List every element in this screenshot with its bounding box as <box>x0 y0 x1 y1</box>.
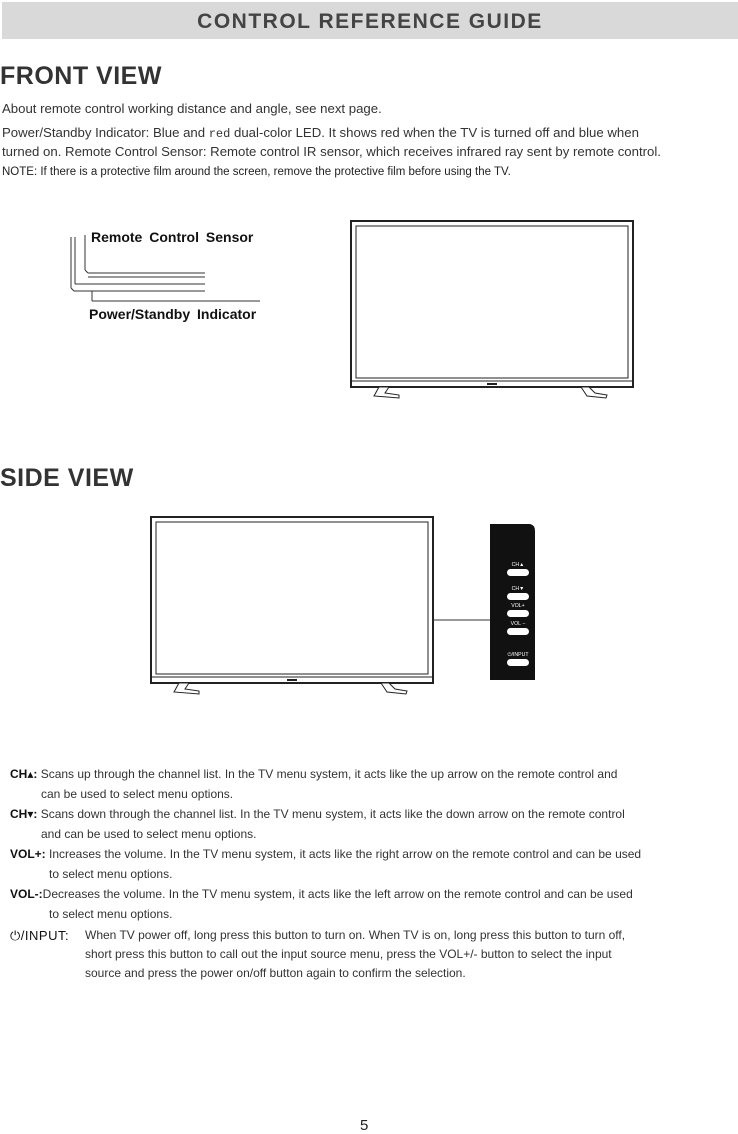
panel-button-1[interactable] <box>507 593 529 600</box>
side-view-title: SIDE VIEW <box>0 464 134 492</box>
front-view-title: FRONT VIEW <box>0 62 162 90</box>
callout-remote-sensor: Remote Control Sensor <box>91 229 254 245</box>
desc-vol-down-key: VOL-: <box>10 887 43 901</box>
panel-label-3: VOL − <box>510 621 526 627</box>
desc-vol-up-cont: to select menu options. <box>49 867 173 881</box>
desc-ch-up <box>10 764 710 804</box>
side-button-panel <box>488 522 538 682</box>
desc-ch-down <box>10 804 710 844</box>
panel-connector-line <box>433 618 493 622</box>
panel-label-1: CH▼ <box>511 586 525 592</box>
front-sensor-line: turned on. Remote Control Sensor: Remote control IR sensor, which receives infrared ray sent by remote control. <box>2 144 661 159</box>
panel-button-4[interactable] <box>507 659 529 666</box>
desc-ch-up-cont: can be used to select menu options. <box>41 787 234 801</box>
desc-input-line1: When TV power off, long press this button to turn on. When TV is on, long press this button to turn off, <box>85 928 626 942</box>
indicator-text-a: Power/Standby Indicator: Blue and <box>2 125 209 140</box>
page-title: CONTROL REFERENCE GUIDE <box>197 10 543 33</box>
desc-input-line3: source and press the power on/off button again to confirm the selection. <box>85 966 466 980</box>
desc-vol-down <box>10 884 710 924</box>
front-note <box>2 166 732 178</box>
desc-input-line2: short press this button to call out the input source menu, press the VOL+/- button to select the input <box>85 947 612 961</box>
desc-vol-up <box>10 844 710 884</box>
desc-vol-up-text: Increases the volume. In the TV menu system, it acts like the right arrow on the remote control and can be used <box>45 847 642 861</box>
front-indicator-line <box>2 124 732 143</box>
panel-button-0[interactable] <box>507 569 529 576</box>
callout-standby-indicator: Power/Standby Indicator <box>89 306 257 322</box>
panel-button-2[interactable] <box>507 610 529 617</box>
desc-ch-up-text: Scans up through the channel list. In the TV menu system, it acts like the up arrow on the remote control and <box>37 767 618 781</box>
tv-front-drawing <box>349 219 639 404</box>
page-number: 5 <box>360 1117 369 1134</box>
desc-vol-down-text: Decreases the volume. In the TV menu system, it acts like the left arrow on the remote control and can be used <box>42 887 633 901</box>
front-intro-line: About remote control working distance and angle, see next page. <box>2 101 382 116</box>
desc-ch-down-cont: and can be used to select menu options. <box>41 827 257 841</box>
desc-input-key: ⏻/INPUT: <box>10 928 70 943</box>
note-text: If there is a protective film around the screen, remove the protective film before using the TV. <box>40 166 511 178</box>
indicator-text-red: red <box>208 127 231 141</box>
header-banner <box>2 2 738 39</box>
tv-side-drawing <box>149 515 439 700</box>
note-label: NOTE: <box>2 166 41 178</box>
panel-label-2: VOL+ <box>511 603 525 609</box>
panel-label-0: CH▲ <box>511 562 525 568</box>
panel-label-4: ⏻/INPUT <box>507 652 529 658</box>
control-descriptions <box>10 764 710 924</box>
desc-ch-up-key: CH▴: <box>10 767 38 781</box>
desc-vol-up-key: VOL+: <box>10 847 46 861</box>
desc-ch-down-text: Scans down through the channel list. In the TV menu system, it acts like the down arrow on the remote control <box>37 807 625 821</box>
desc-vol-down-cont: to select menu options. <box>49 907 173 921</box>
indicator-text-b: dual-color LED. It shows red when the TV is turned off and blue when <box>230 125 639 140</box>
desc-ch-down-key: CH▾: <box>10 807 38 821</box>
panel-button-3[interactable] <box>507 628 529 635</box>
